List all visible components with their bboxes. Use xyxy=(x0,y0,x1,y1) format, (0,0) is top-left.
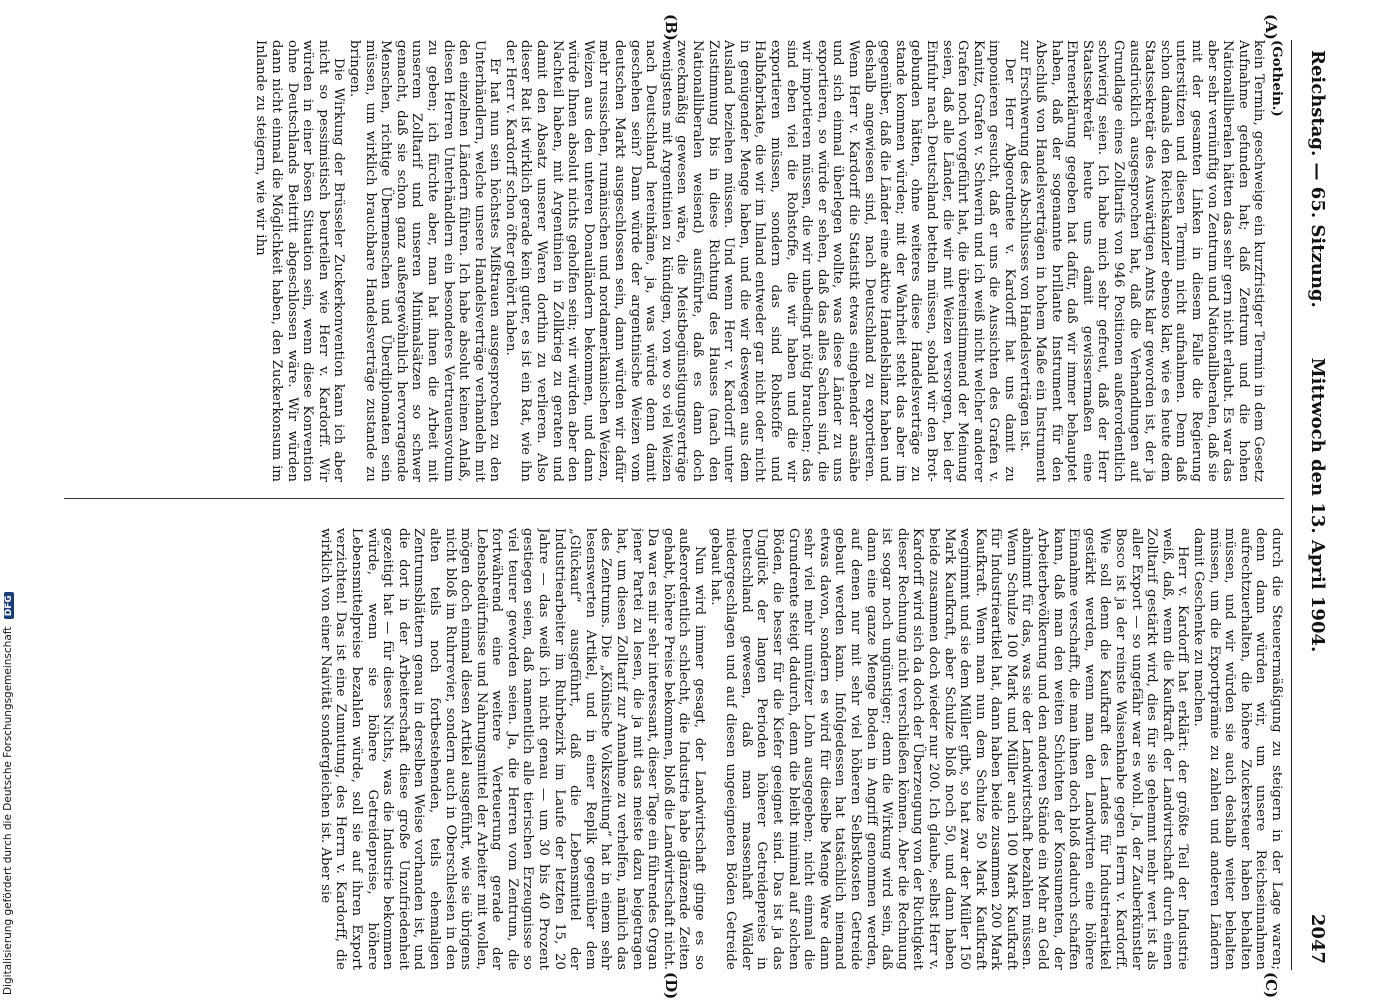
header-session: Reichstag. — 65. Sitzung. xyxy=(1307,50,1328,308)
page-header xyxy=(1291,40,1332,970)
header-date: Mittwoch den 13. April 1904. xyxy=(1307,357,1328,653)
margin-marker-a: (A) xyxy=(1262,14,1280,40)
speaker-label: (Gothein.) xyxy=(1269,40,1284,117)
credit-text: Digitalisierung gefördert durch die Deutsche Forschungsgemeinschaft xyxy=(2,626,14,995)
paragraph: Herr v. Kardorff hat erklärt: der größte Teil der Industrie weiß, daß, wenn die Kaufkraft der Landwirtschaft durch einen Zolltarif gestärkt wird, dies für sie gehemmt mehr wert ist als aller Export — so ungefähr war es wohl. Ja, der Zauberkünstler Bosco ist ja der reinste Waisenknabe gegen Herrn v. Kardorff. Wie soll denn die Kaufkraft des Landes für Industrieartikel gestärkt werden, wenn man den Landwirten eine höhere Einnahme verschafft, die man ihnen doch bloß dadurch schaffen kann, daß man den weiten Schichten der Konsumenten, der Arbeiterbevölkerung und den anderen Stände ein Mehr an Geld abnimmt für das, was sie der Landwirtschaft bezahlen müssen. Wenn Schulze 100 Mark und Müller auch 100 Mark Kaufkraft für Industrieartikel hat, dann haben beide zusammen 200 Mark Kaufkraft. Wenn man nun dem Schulze 50 Mark Kaufkraft wegnimmt und sie dem Müller gibt, so hat zwar der Müller 150 Mark Kaufkraft, aber Schulze bloß noch 50, und dann haben beide zusammen doch wieder nur 200. Ich glaube, selbst Herr v. Kardorff wird sich da doch der Überzeugung von der Richtigkeit dieser Rechnung nicht verschließen können. Aber die Rechnung ist sogar noch ungünstiger; denn die Wirkung wird sein, daß dann eine ganze Menge Boden in Angriff genommen werden, auf denen nur mit sehr viel höheren Selbstkosten Getreide gebaut werden kann. Infolgedessen hat tatsächlich niemand etwas davon, sondern es wird für dieselbe Menge Ware dann sehr viel mehr unnützer Lohn ausgegeben; nicht einmal die Grundrente steigt dadurch, denn die bleibt minimal auf solchen Böden, die besser für die Kiefer geeignet sind. Das ist ja das Unglück der langen Perioden höherer Getreidepreise in Deutschland gewesen, daß man massenhaft Wälder niedergeschlagen und auf diesen ungeeigneten Böden Getreide gebaut hat. xyxy=(707,528,1191,970)
paragraph: kein Termin, geschweige ein kurzfristiger Termin in dem Gesetz Aufnahme gefunden hat; daß Zentrum und die hohen Nationalliberalen hätten das sehr gern nicht erlaubt. Es war das aber sehr vernünftig von Zentrum und Nationalliberalen, daß sie mit der gesamten Linken in diesem Falle die Regierung unterstützen und diesen Termin nicht aufnahmen. Denn daß schon damals den Reichskanzler ebenso klar, wie es heute dem Staatssekretär des Auswärtigen Amts klar geworden ist, der ja ausdrücklich ausgesprochen hat, daß die Verhandlungen auf Grundlage eines Zolltarifs von 946 Positionen außerordentlich schwierig seien. Ich habe mich sehr gefreut, daß der Herr Staatssekretär heute uns damit gewissermaßen eine Ehrenerklärung gegeben hat dafür, daß wir immer behauptet haben, daß der sogenannte brillante Instrument für den Abschluß von Handelsverträgen in hohem Maße ein Instrument zur Erschwerung des Abschlusses von Handelsverträgen ist. xyxy=(1017,40,1267,482)
left-text-column xyxy=(54,40,1284,482)
margin-marker-c: (C) xyxy=(1262,972,1280,999)
page-number: 2047 xyxy=(1307,913,1328,964)
paragraph: Der Herr Abgeordnete v. Kardorff hat uns damit zu imponieren gesucht, daß er uns die Aussichten des Grafen v. Kanitz, Grafen v. Schwerin und ich weiß nicht welcher anderer Grafen noch vorgeführt hat, die übereinstimmend der Meinung seien, daß alle Länder, die wir mit Weizen versorgen, bei der Einfuhr nach Deutschland betteln müssen, sobald wir den Brot- gebunden hätten, ohne weiteres diese Handelsverträge zu stande kommen würden; mit der Wahrheit steht das aber im gegenüber, daß die Länder eine aktive Handelsbilanz haben und deshalb angewiesen sind, nach Deutschland zu exportieren. Wenn Herr v. Kardorff die Statistik etwas eingehender ansähe und sich einmal überlegen wollte, was diese Länder zu uns exportieren, so würde er sehen, daß das alles Sachen sind, die wir importieren müssen, die wir unbedingt nötig brauchen; das sind eben viel die Rohstoffe, die wir haben und die wir exportieren müssen, sondern das sind Rohstoffe und Halbfabrikate, die wir im Inland entweder gar nicht oder nicht in genügender Menge haben, und die wir deswegen aus dem Ausland beziehen müssen. Und wenn Herr v. Kardorff unter Zustimmung bis in diese Richtung des Hauses (nach den Nationalliberalen weisend) ausführte, daß es dann doch zweckmäßig gewesen wäre, die Meistbegünstigungsverträge wenigstens mit Argentinien zu kündigen, von wo so viel Weizen nach Deutschland hereinkäme, ja, was würde denn damit geschehen sein? Dann würde der argentinische Weizen vom deutschen Markt ausgeschlossen sein, dann würden wir dafür mehr russischen, rumänischen und nordamerikanischen Weizen, Weizen aus den unteren Donauländern bekommen, und dann würde Ihnen absolut nichts geholfen sein; wir würden aber den Nachteil haben, mit Argentinien in Zollkrieg zu geraten und damit den Absatz unserer Waren dorthin zu verlieren. Also dieser Rat ist wirklich gerade kein guter, es ist ein Rat, wie ihn der Herr v. Kardorff schon öfter gehört haben. xyxy=(502,40,1017,482)
column-divider xyxy=(64,498,1284,499)
scanned-page xyxy=(20,0,1350,1000)
right-text-column xyxy=(54,528,1284,970)
margin-marker-d: (D) xyxy=(662,972,680,1000)
paragraph: Nun wird immer gesagt, der Landwirtschaft ginge es so außerordentlich schlecht, die Industrie habe glänzende Zeiten gehabt, höhere Preise bekommen, bloß die Landwirtschaft nicht. Da war es mir sehr interessant, dieser Tage ein führendes Organ jener Partei zu lesen, die ja mit das meiste dazu beigetragen hat, um diesen Zolltarif zur Annahme zu verhelfen, nämlich das des Zentrums. Die „Kölnische Volkszeitung“ hat in einem sehr lesenswerten Artikel, und in einer Replik gegenüber dem „Glückauf“ ausgeführt, daß die Lebensmittel der Industriearbeiter im Ruhrbezirk im Laufe der letzten 15, 20 Jahre — das weiß ich nicht genau — um 30 bis 40 Prozent gestiegen seien, daß namentlich alle tierischen Erzeugnisse so viel teurer geworden seien. Ja, die Herren vom Zentrum, die fortwährend eine weitere Verteuerung gerade der Lebensbedürfnisse und Nahrungsmittel der Arbeiter mit wollen, mögen doch einmal diesen Artikel ausgeführt, wie sie übrigens nicht bloß im Ruhrrevier, sondern auch in Oberschlesien in den alten teils noch fortbestehenden, teils ehemaligen Zentrumsblättern genau in derselben Weise vorhanden ist, und die dort in der Arbeiterschaft diese große Unzufriedenheit gezeitigt hat — für dieses Nichts, was die Industrie bekommen würde, wenn sie höhere Getreidepreise, höhere Lebensmittelpreise bezahlen würde, soll sie auf ihren Export verzichten! Das ist eine Zumutung, des Herrn v. Kardorff, die wirklich von einer Naivität sondergleichen ist. Aber sie xyxy=(317,528,708,970)
margin-marker-b: (B) xyxy=(662,14,680,41)
digitization-credit xyxy=(2,592,14,995)
paragraph: durch die Steuerermäßigung zu steigern in der Lage waren; denn dann würden wir, um unsere Reichseinnahmen aufrechtzuerhalten, die höhere Zuckersteuer haben behalten müssen, und wir würden sie auch deshalb weiter behalten müssen, um die Exportprämie zu zahlen und anderen Ländern damit Geschenke zu machen. xyxy=(1191,528,1284,970)
paragraph: Die Wirkung der Brüsseler Zuckerkonvention kann ich aber nicht so pessimistisch beurteilen wie Herr v. Kardorff. Wir würden in einer bösen Situation sein, wenn diese Konvention ohne Deutschlands Beitritt abgeschlossen wäre. Wir würden dann nicht einmal die Möglichkeit haben, den Zuckerkonsum im Inlande zu steigern, wie wir ihn xyxy=(253,40,347,482)
paragraph: Er hat nun sein höchstes Mißtrauen ausgesprochen zu den Unterhändlern, welche unsere Handelsverträge verhandeln mit den einzelnen Ländern führen. Ich habe absolut keinen Anlaß, diesen Herren Unterhändlern ein besonderes Vertrauensvotum zu geben; ich fürchte aber, man hat ihnen die Arbeit mit unserem Zolltarif und unseren Minimalsätzen so schwer gemacht, daß sie schon ganz außergewöhnlich hervorragende Menschen, richtige Übermenschen und Überdiplomaten sein müssen, um wirklich brauchbare Handelsverträge zustande zu bringen. xyxy=(346,40,503,482)
dfg-logo: DFG xyxy=(4,592,14,619)
